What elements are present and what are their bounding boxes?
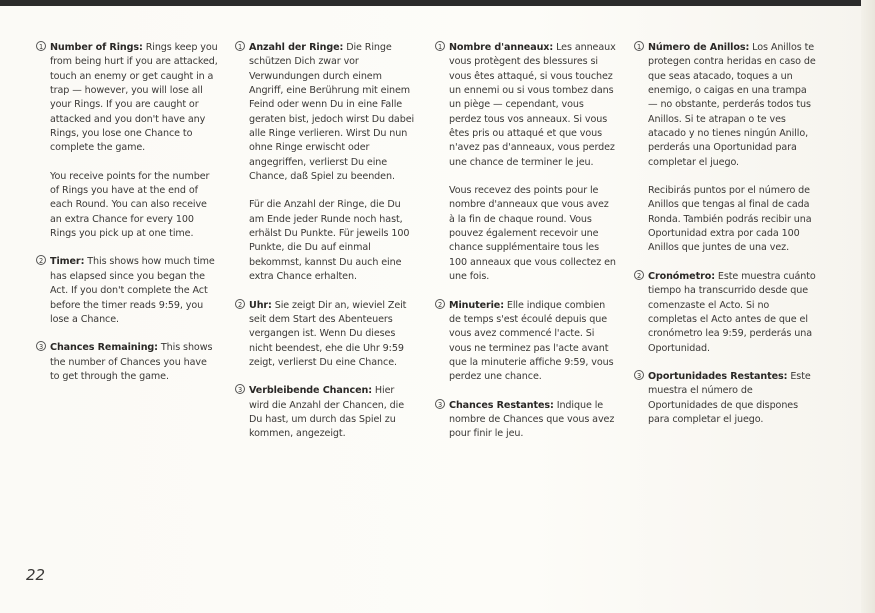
entry-text: This shows the number of Chances you have to get through the game. (50, 342, 213, 382)
entry-numero-de-anillos (634, 41, 816, 256)
entry-label: Uhr: (249, 299, 272, 311)
top-border (0, 0, 875, 6)
entry-label: Número de Anillos: (648, 42, 750, 53)
entry-text: Los Anillos te protegen contra heridas en caso de que seas atacado, toques a un enemigo, o caigas en una trampa — no obstante, perderás todos tus Anillos. Si te atrapan o te ves atacado y no tienes ningún Anillo, perderás una Oportunidad para completar el juego. (648, 42, 816, 168)
entry-label: Anzahl der Ringe: (249, 42, 344, 53)
entry-chances-restantes (435, 399, 617, 442)
column-spanish (634, 41, 816, 441)
entry-text: Sie zeigt Dir an, wieviel Zeit seit dem Start des Abenteuers vergangen ist. Wenn Du dieses nicht beendest, ehe die Uhr 9:59 zeigt, verlierst Du eine Chance. (249, 299, 407, 368)
entry-verbleibende-chancen (235, 384, 417, 441)
entry-timer (36, 255, 218, 327)
entry-text: Indique le nombre de Chances que vous avez pour finir le jeu. (449, 399, 615, 440)
circled-number-icon: 1 (634, 41, 644, 51)
entry-text: Este muestra cuánto tiempo ha transcurrido desde que comenzaste el Acto. Si no completas el Acto antes de que el cronómetro lea 9:59, perderás una Oportunidad. (648, 270, 816, 354)
entry-chances-remaining (36, 341, 218, 384)
entry-oportunidades-restantes (634, 370, 816, 427)
entry-extra-text: Recibirás puntos por el número de Anillos que tengas al final de cada Ronda. También podrás recibir una Oportunidad extra por cada 100 Anillos que juntes de una vez. (648, 185, 812, 254)
column-english (36, 41, 218, 398)
entry-label: Chances Remaining: (50, 342, 158, 354)
entry-text: Die Ringe schützen Dich zwar vor Verwundungen durch einem Angriff, eine Berührung mit einem Feind oder wenn Du in eine Falle geraten bist, jedoch wirst Du dabei alle Ringe verlieren. Wirst Du nun ohne Ringe erwischt oder angegriffen, verlierst Du eine Chance, daß Spiel zu beenden. (249, 42, 415, 183)
entry-label: Verbleibende Chancen: (249, 385, 372, 397)
entry-extra-text: You receive points for the number of Rings you have at the end of each Round. You can also receive an extra Chance for every 100 Rings you pick up at one time. (50, 170, 210, 240)
column-french (435, 41, 617, 456)
entry-text: Rings keep you from being hurt if you are attacked, touch an enemy or get caught in a trap — however, you will lose all your Rings. If you are caught or attacked and you don't have any Rings, you lose one Chance to complete the game. (50, 42, 218, 154)
page-edge (861, 0, 875, 613)
entry-label: Cronómetro: (648, 270, 715, 282)
circled-number-icon: 2 (36, 255, 46, 265)
entry-text: Les anneaux vous protègent des blessures si vous êtes attaqué, si vous touchez un ennemi ou si vous tombez dans un piège — cependant, vous perdez tous vos anneaux. Si vous êtes pris ou attaqué et que vous n'avez pas d'anneaux, vous perdez une chance de terminer le jeu. (449, 42, 616, 168)
entry-label: Nombre d'anneaux: (449, 42, 554, 53)
circled-number-icon: 3 (36, 341, 46, 351)
entry-label: Chances Restantes: (449, 399, 554, 411)
circled-number-icon: 1 (36, 41, 46, 51)
entry-text: Elle indique combien de temps s'est écoulé depuis que vous avez commencé l'acte. Si vous ne terminez pas l'acte avant que la minuterie affiche 9:59, vous perdez une chance. (449, 299, 614, 383)
page-number: 22 (26, 566, 46, 584)
circled-number-icon: 2 (235, 299, 245, 309)
circled-number-icon: 3 (435, 399, 445, 409)
circled-number-icon: 2 (435, 299, 445, 309)
entry-number-of-rings (36, 41, 218, 241)
circled-number-icon: 1 (435, 41, 445, 51)
entry-uhr (235, 299, 417, 371)
entry-text: This shows how much time has elapsed since you began the Act. If you don't complete the Act before the timer reads 9:59, you lose a Chance. (50, 256, 215, 325)
entry-label: Timer: (50, 256, 85, 268)
entry-label: Minuterie: (449, 299, 504, 311)
circled-number-icon: 2 (634, 270, 644, 280)
column-german (235, 41, 417, 456)
entry-extra-text: Für die Anzahl der Ringe, die Du am Ende jeder Runde noch hast, erhälst Du Punkte. Für jeweils 100 Punkte, die Du auf einmal bekommst, kannst Du auch eine extra Chance erhalten. (249, 199, 410, 283)
entry-anzahl-der-ringe (235, 41, 417, 285)
entry-label: Oportunidades Restantes: (648, 370, 788, 382)
entry-extra-text: Vous recevez des points pour le nombre d'anneaux que vous avez à la fin de chaque round. Vous pouvez également recevoir une chance supplémentaire tous les 100 anneaux que vous collectez en une fois. (449, 185, 616, 283)
circled-number-icon: 3 (235, 384, 245, 394)
entry-label: Number of Rings: (50, 42, 143, 53)
circled-number-icon: 1 (235, 41, 245, 51)
entry-nombre-d-anneaux (435, 41, 617, 285)
entry-cronometro (634, 270, 816, 356)
entry-text: Hier wird die Anzahl der Chancen, die Du hast, um durch das Spiel zu kommen, angezeigt. (249, 385, 405, 440)
entry-minuterie (435, 299, 617, 385)
entry-text: Este muestra el número de Oportunidades de que dispones para completar el juego. (648, 370, 811, 425)
circled-number-icon: 3 (634, 370, 644, 380)
